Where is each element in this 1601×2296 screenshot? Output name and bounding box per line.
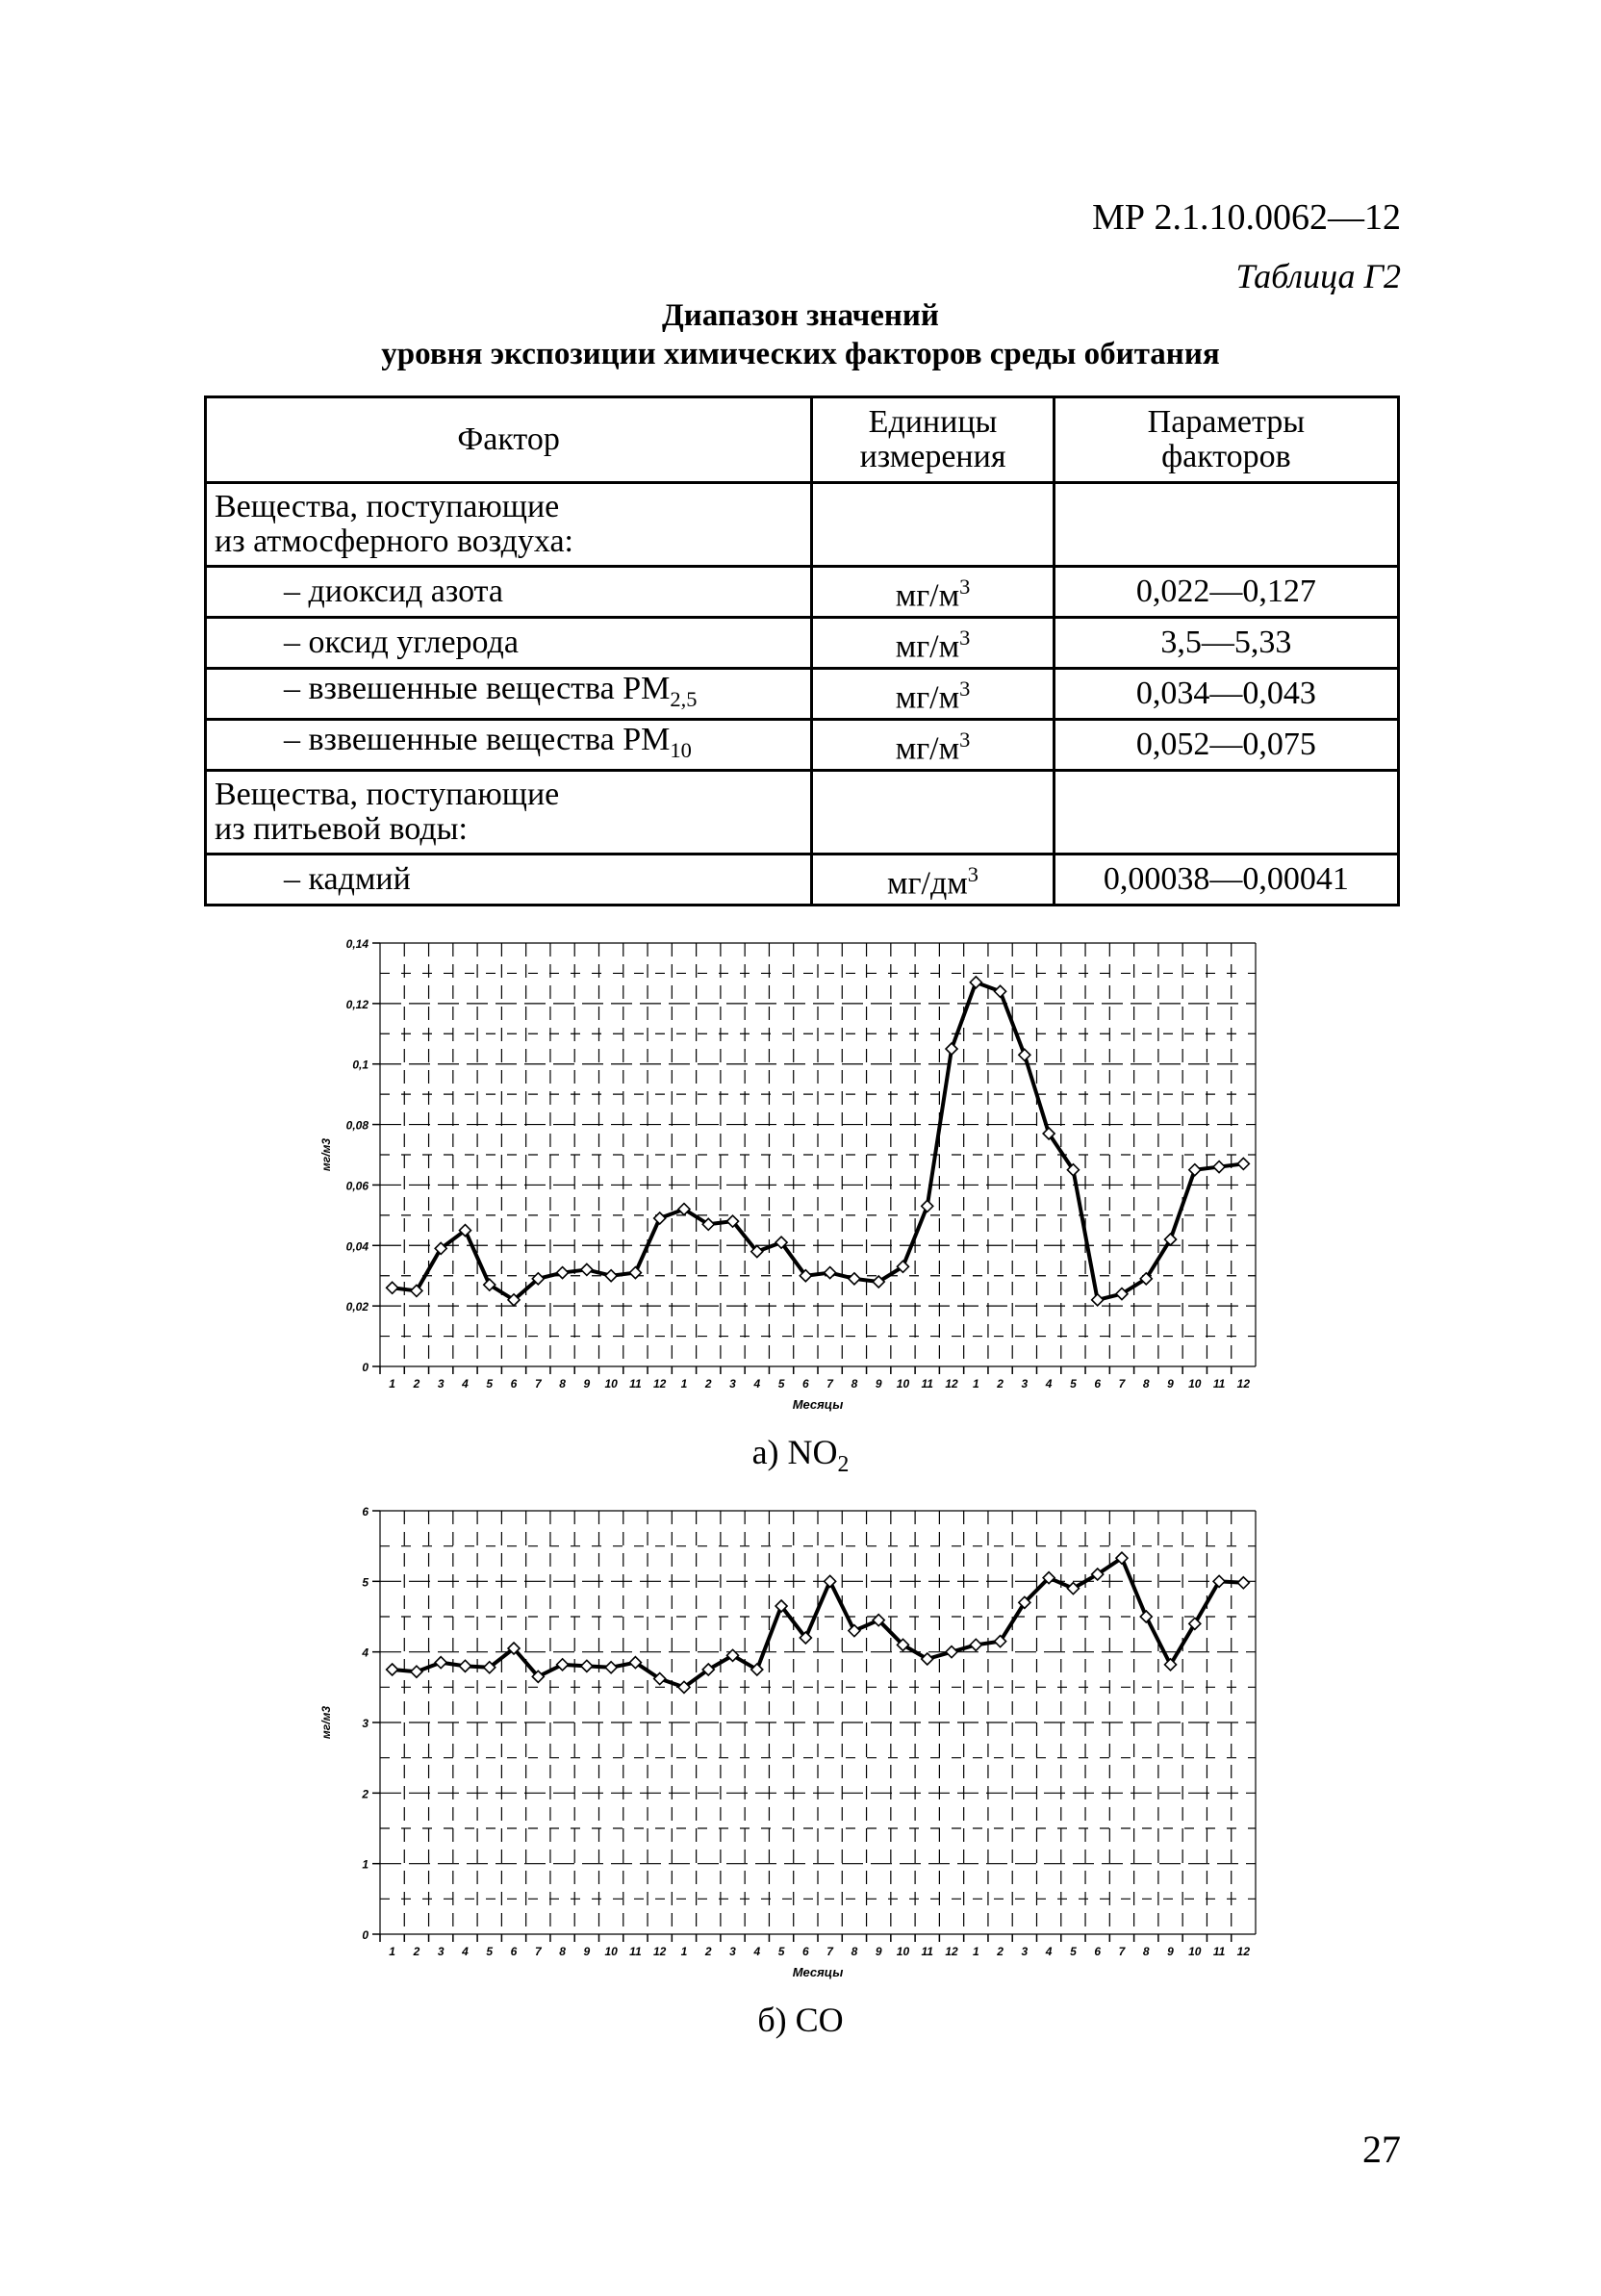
data-point — [1189, 1164, 1201, 1176]
x-axis-label: Месяцы — [792, 1965, 844, 1979]
data-point — [459, 1660, 470, 1671]
x-tick-label: 12 — [945, 1945, 958, 1958]
chart-no2 — [0, 924, 1601, 1429]
x-tick-label: 2 — [997, 1945, 1004, 1958]
x-tick-label: 9 — [1167, 1377, 1174, 1390]
header-params — [1054, 397, 1398, 483]
unit-superscript: 3 — [959, 625, 971, 651]
data-point — [387, 1664, 398, 1675]
data-point — [605, 1662, 617, 1673]
x-tick-label: 2 — [997, 1377, 1004, 1390]
x-tick-label: 8 — [559, 1945, 566, 1958]
group-label-water — [206, 771, 812, 855]
data-point — [825, 1267, 836, 1279]
x-tick-label: 10 — [604, 1377, 618, 1390]
header-params-line-2: факторов — [1161, 439, 1291, 474]
air-rows — [206, 567, 1399, 771]
x-tick-label: 6 — [802, 1945, 809, 1958]
x-tick-label: 10 — [896, 1945, 910, 1958]
group-row-air — [206, 483, 1399, 567]
group-air-empty-param — [1054, 483, 1398, 567]
x-tick-label: 12 — [653, 1945, 667, 1958]
table-row — [206, 669, 1399, 720]
x-tick-label: 11 — [629, 1377, 642, 1390]
data-point — [1237, 1158, 1249, 1169]
caption-no2-sub: 2 — [837, 1452, 850, 1478]
x-tick-label: 2 — [704, 1945, 712, 1958]
x-tick-label: 5 — [1070, 1377, 1077, 1390]
factor-unit — [812, 720, 1055, 771]
data-point — [995, 985, 1006, 997]
data-point — [1213, 1161, 1225, 1173]
factor-name-text: – кадмий — [284, 861, 411, 897]
factor-value: 0,052—0,075 — [1054, 720, 1398, 771]
data-point — [922, 1200, 933, 1212]
header-units-line-2: измерения — [859, 439, 1006, 474]
data-point — [946, 1646, 957, 1658]
factor-subscript: 2,5 — [670, 686, 698, 711]
data-point — [605, 1270, 617, 1282]
x-tick-label: 12 — [1236, 1945, 1251, 1958]
table-row — [206, 855, 1399, 906]
x-tick-label: 9 — [875, 1377, 882, 1390]
x-tick-label: 10 — [896, 1377, 910, 1390]
x-tick-label: 3 — [437, 1945, 445, 1958]
y-tick-label: 2 — [362, 1787, 368, 1801]
x-tick-label: 5 — [777, 1945, 785, 1958]
caption-co-text: б) СО — [757, 2001, 844, 2039]
water-rows — [206, 855, 1399, 906]
x-tick-label: 11 — [1212, 1377, 1226, 1390]
x-tick-label: 1 — [680, 1377, 688, 1390]
factor-value: 3,5—5,33 — [1054, 618, 1398, 669]
x-tick-label: 3 — [729, 1945, 736, 1958]
factor-name-text: – оксид углерода — [284, 625, 519, 660]
x-tick-label: 8 — [851, 1945, 858, 1958]
x-axis-label: Месяцы — [792, 1397, 844, 1412]
x-tick-label: 5 — [486, 1377, 494, 1390]
x-tick-label: 7 — [534, 1377, 542, 1390]
caption-no2-text: а) NO — [751, 1433, 838, 1471]
factor-name-text: – взвешенные вещества РМ — [284, 670, 671, 706]
header-units-line-1: Единицы — [868, 404, 998, 440]
factor-subscript: 10 — [670, 737, 692, 762]
x-tick-label: 3 — [1021, 1945, 1029, 1958]
table-number: Таблица Г2 — [1235, 257, 1401, 295]
title-line-2: уровня экспозиции химических факторов среды обитания — [381, 337, 1220, 371]
x-tick-label: 10 — [604, 1945, 618, 1958]
title-line-1: Диапазон значений — [662, 298, 939, 333]
document-code: МР 2.1.10.0062—12 — [1092, 197, 1401, 238]
x-tick-label: 4 — [462, 1945, 469, 1958]
x-tick-label: 1 — [972, 1945, 979, 1958]
group-air-empty-unit — [812, 483, 1055, 567]
no2-chart-svg — [0, 924, 1601, 1424]
x-tick-label: 1 — [680, 1945, 688, 1958]
x-tick-label: 2 — [413, 1377, 420, 1390]
factor-name-text: – диоксид азота — [284, 574, 503, 609]
table-title — [0, 296, 1601, 373]
data-point — [946, 1043, 957, 1055]
data-point — [1092, 1294, 1104, 1306]
x-tick-label: 6 — [1094, 1377, 1102, 1390]
x-tick-label: 5 — [777, 1377, 785, 1390]
x-tick-label: 3 — [729, 1377, 736, 1390]
factor-name — [206, 855, 812, 906]
factor-name — [206, 720, 812, 771]
page-number: 27 — [1362, 2128, 1401, 2171]
factor-unit — [812, 669, 1055, 720]
data-point — [581, 1263, 593, 1275]
header-params-line-1: Параметры — [1147, 404, 1306, 440]
x-tick-label: 7 — [826, 1945, 833, 1958]
x-tick-label: 9 — [583, 1945, 591, 1958]
table-header-row — [206, 397, 1399, 483]
x-tick-label: 4 — [753, 1377, 761, 1390]
unit-superscript: 3 — [959, 727, 971, 753]
y-tick-label: 6 — [362, 1505, 368, 1518]
y-tick-label: 0,02 — [345, 1300, 368, 1314]
factor-unit — [812, 855, 1055, 906]
x-tick-label: 10 — [1188, 1945, 1202, 1958]
co-chart-svg — [0, 1492, 1601, 1992]
data-point — [654, 1212, 666, 1224]
data-point — [411, 1666, 422, 1677]
group-air-line-2: из атмосферного воздуха: — [215, 523, 574, 559]
table-row — [206, 720, 1399, 771]
factor-name-text: – взвешенные вещества РМ — [284, 721, 671, 757]
y-tick-label: 0,06 — [345, 1179, 368, 1193]
header-factor: Фактор — [206, 397, 812, 483]
x-tick-label: 4 — [753, 1945, 761, 1958]
group-water-empty-param — [1054, 771, 1398, 855]
x-tick-label: 11 — [921, 1945, 933, 1958]
chart-co — [0, 1492, 1601, 1997]
factor-unit — [812, 618, 1055, 669]
x-tick-label: 6 — [802, 1377, 809, 1390]
data-point — [387, 1282, 398, 1293]
factor-unit — [812, 567, 1055, 618]
y-tick-label: 0 — [362, 1361, 368, 1374]
y-tick-label: 5 — [362, 1575, 368, 1590]
y-axis-label: мг/м3 — [319, 1137, 333, 1172]
unit-superscript: 3 — [959, 676, 971, 702]
data-point — [1237, 1577, 1249, 1589]
x-tick-label: 6 — [1094, 1945, 1102, 1958]
x-tick-label: 2 — [704, 1377, 712, 1390]
factor-name — [206, 618, 812, 669]
x-tick-label: 11 — [1212, 1945, 1226, 1958]
factor-value: 0,00038—0,00041 — [1054, 855, 1398, 906]
data-point — [581, 1660, 593, 1671]
factor-value: 0,034—0,043 — [1054, 669, 1398, 720]
factor-value: 0,022—0,127 — [1054, 567, 1398, 618]
x-tick-label: 11 — [629, 1945, 642, 1958]
x-tick-label: 10 — [1188, 1377, 1202, 1390]
unit-superscript: 3 — [967, 862, 978, 887]
x-tick-label: 12 — [1236, 1377, 1251, 1390]
y-tick-label: 3 — [362, 1717, 368, 1730]
data-point — [557, 1267, 569, 1279]
x-tick-label: 9 — [1167, 1945, 1174, 1958]
group-water-line-1: Вещества, поступающие — [215, 777, 560, 812]
unit-text: мг/дм — [887, 865, 968, 902]
group-water-empty-unit — [812, 771, 1055, 855]
y-tick-label: 0,12 — [345, 997, 368, 1011]
x-tick-label: 8 — [1142, 1377, 1150, 1390]
x-tick-label: 7 — [826, 1377, 833, 1390]
unit-text: мг/м — [895, 628, 960, 665]
data-point — [435, 1657, 446, 1669]
x-tick-label: 3 — [1021, 1377, 1029, 1390]
unit-text: мг/м — [895, 577, 960, 614]
x-tick-label: 4 — [462, 1377, 469, 1390]
x-tick-label: 12 — [653, 1377, 667, 1390]
y-tick-label: 0,04 — [345, 1239, 368, 1254]
x-tick-label: 6 — [510, 1377, 518, 1390]
x-tick-label: 5 — [486, 1945, 494, 1958]
data-point — [970, 977, 981, 988]
factor-name — [206, 567, 812, 618]
group-air-line-1: Вещества, поступающие — [215, 489, 560, 524]
header-units — [812, 397, 1055, 483]
data-point — [1019, 1049, 1030, 1060]
x-tick-label: 5 — [1070, 1945, 1077, 1958]
y-tick-label: 0,14 — [345, 937, 368, 951]
x-tick-label: 6 — [510, 1945, 518, 1958]
x-tick-label: 9 — [583, 1377, 591, 1390]
data-point — [970, 1639, 981, 1650]
x-tick-label: 12 — [945, 1377, 958, 1390]
caption-co — [0, 2000, 1601, 2040]
x-tick-label: 8 — [559, 1377, 566, 1390]
x-tick-label: 9 — [875, 1945, 882, 1958]
group-water-line-2: из питьевой воды: — [215, 811, 468, 847]
x-tick-label: 1 — [389, 1945, 395, 1958]
x-tick-label: 8 — [1142, 1945, 1150, 1958]
table-row — [206, 618, 1399, 669]
data-point — [629, 1267, 641, 1279]
data-point — [849, 1273, 860, 1285]
factor-name — [206, 669, 812, 720]
group-row-water — [206, 771, 1399, 855]
x-tick-label: 1 — [972, 1377, 979, 1390]
x-tick-label: 11 — [921, 1377, 933, 1390]
y-tick-label: 1 — [362, 1857, 368, 1872]
x-tick-label: 4 — [1045, 1945, 1053, 1958]
y-tick-label: 4 — [362, 1645, 368, 1660]
y-tick-label: 0 — [362, 1928, 368, 1942]
x-tick-label: 8 — [851, 1377, 858, 1390]
x-tick-label: 7 — [534, 1945, 542, 1958]
factors-table — [204, 395, 1400, 906]
x-tick-label: 1 — [389, 1377, 395, 1390]
x-tick-label: 3 — [437, 1377, 445, 1390]
unit-text: мг/м — [895, 730, 960, 767]
table-row — [206, 567, 1399, 618]
x-tick-label: 7 — [1118, 1377, 1126, 1390]
unit-text: мг/м — [895, 679, 960, 716]
x-tick-label: 4 — [1045, 1377, 1053, 1390]
unit-superscript: 3 — [959, 574, 971, 600]
group-label-air — [206, 483, 812, 567]
x-tick-label: 7 — [1118, 1945, 1126, 1958]
caption-no2 — [0, 1432, 1601, 1478]
y-tick-label: 0,1 — [352, 1058, 368, 1072]
y-axis-label: мг/м3 — [319, 1705, 333, 1740]
x-tick-label: 2 — [413, 1945, 420, 1958]
y-tick-label: 0,08 — [345, 1118, 368, 1133]
